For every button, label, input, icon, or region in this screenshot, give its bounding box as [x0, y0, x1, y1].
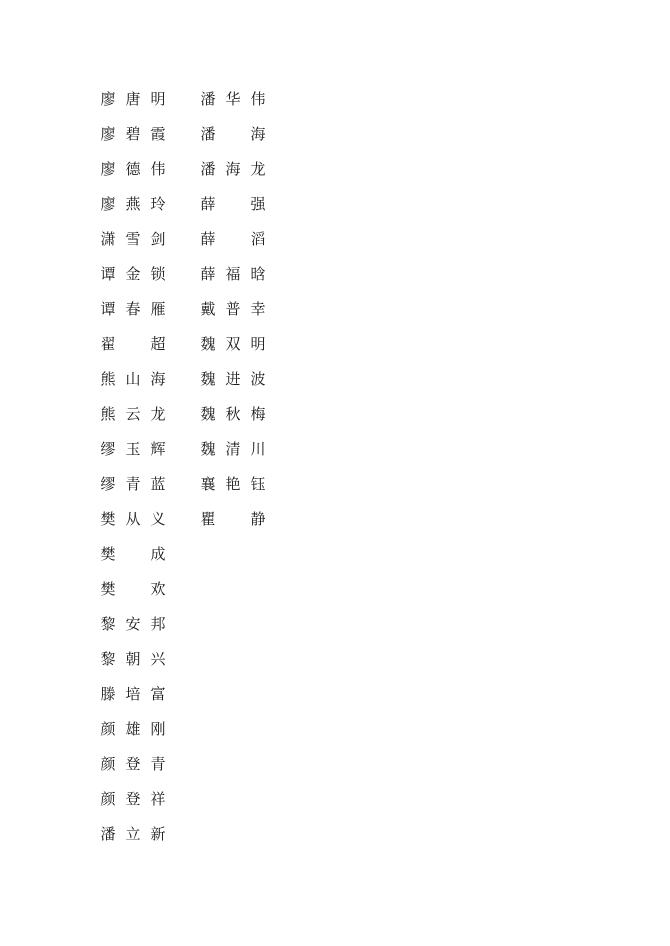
name-entry	[197, 223, 277, 258]
name-character: 雄	[125, 720, 141, 738]
name-character: 晗	[250, 265, 266, 283]
name-entry	[97, 83, 177, 118]
name-character: 滕	[100, 685, 116, 703]
name-character: 艳	[225, 475, 241, 493]
name-character: 强	[250, 195, 266, 213]
name-character: 朝	[125, 650, 141, 668]
name-entry	[197, 503, 277, 538]
name-entry	[97, 328, 177, 363]
name-entry	[197, 363, 277, 398]
name-character: 廖	[100, 90, 116, 108]
name-entry	[97, 643, 177, 678]
name-character: 潘	[100, 825, 116, 843]
name-character: 黎	[100, 650, 116, 668]
name-character: 樊	[100, 545, 116, 563]
name-character: 黎	[100, 615, 116, 633]
name-character: 廖	[100, 195, 116, 213]
name-character: 培	[125, 685, 141, 703]
name-character: 云	[125, 405, 141, 423]
name-character: 清	[225, 440, 241, 458]
name-character: 刚	[150, 720, 166, 738]
name-character: 明	[250, 335, 266, 353]
name-character: 熊	[100, 405, 116, 423]
name-character: 蓝	[150, 475, 166, 493]
name-column-left	[97, 83, 177, 853]
name-character: 燕	[125, 195, 141, 213]
name-character: 魏	[200, 335, 216, 353]
name-character: 进	[225, 370, 241, 388]
name-entry	[97, 783, 177, 818]
name-character: 邦	[150, 615, 166, 633]
name-character: 戴	[200, 300, 216, 318]
name-entry	[197, 328, 277, 363]
name-character: 樊	[100, 580, 116, 598]
name-entry	[97, 468, 177, 503]
name-character: 辉	[150, 440, 166, 458]
name-character: 青	[150, 755, 166, 773]
name-entry	[97, 608, 177, 643]
name-character: 超	[150, 335, 166, 353]
name-character: 龙	[150, 405, 166, 423]
name-character: 山	[125, 370, 141, 388]
name-character: 钰	[250, 475, 266, 493]
name-character: 普	[225, 300, 241, 318]
name-character: 伟	[250, 90, 266, 108]
name-character: 樊	[100, 510, 116, 528]
name-character: 金	[125, 265, 141, 283]
name-character: 兴	[150, 650, 166, 668]
name-character: 唐	[125, 90, 141, 108]
name-entry	[197, 188, 277, 223]
name-character: 静	[250, 510, 266, 528]
name-character: 梅	[250, 405, 266, 423]
name-character: 富	[150, 685, 166, 703]
name-character: 魏	[200, 405, 216, 423]
name-character: 翟	[100, 335, 116, 353]
name-character: 福	[225, 265, 241, 283]
name-entry	[97, 258, 177, 293]
name-entry	[97, 503, 177, 538]
name-character: 幸	[250, 300, 266, 318]
name-character: 魏	[200, 370, 216, 388]
name-character: 潘	[200, 90, 216, 108]
name-character: 成	[150, 545, 166, 563]
name-character: 碧	[125, 125, 141, 143]
name-character: 波	[250, 370, 266, 388]
name-character: 川	[250, 440, 266, 458]
name-entry	[197, 398, 277, 433]
name-character: 德	[125, 160, 141, 178]
name-character: 襄	[200, 475, 216, 493]
name-character: 谭	[100, 265, 116, 283]
name-character: 薛	[200, 230, 216, 248]
name-character: 立	[125, 825, 141, 843]
name-entry	[97, 678, 177, 713]
name-character: 薛	[200, 265, 216, 283]
name-entry	[97, 363, 177, 398]
name-entry	[197, 83, 277, 118]
name-entry	[97, 223, 177, 258]
name-character: 登	[125, 755, 141, 773]
name-character: 春	[125, 300, 141, 318]
name-column-right	[197, 83, 277, 538]
name-entry	[197, 118, 277, 153]
name-character: 廖	[100, 125, 116, 143]
name-character: 秋	[225, 405, 241, 423]
name-entry	[197, 258, 277, 293]
name-character: 瞿	[200, 510, 216, 528]
name-character: 雪	[125, 230, 141, 248]
name-entry	[197, 153, 277, 188]
name-character: 明	[150, 90, 166, 108]
name-character: 颜	[100, 720, 116, 738]
name-entry	[97, 748, 177, 783]
name-entry	[97, 433, 177, 468]
name-entry	[97, 293, 177, 328]
name-entry	[97, 538, 177, 573]
name-entry	[97, 118, 177, 153]
name-character: 缪	[100, 440, 116, 458]
name-character: 玲	[150, 195, 166, 213]
name-entry	[197, 433, 277, 468]
name-character: 潇	[100, 230, 116, 248]
name-character: 玉	[125, 440, 141, 458]
name-character: 伟	[150, 160, 166, 178]
name-character: 谭	[100, 300, 116, 318]
name-character: 锁	[150, 265, 166, 283]
name-character: 廖	[100, 160, 116, 178]
name-entry	[97, 713, 177, 748]
name-character: 颜	[100, 755, 116, 773]
name-character: 青	[125, 475, 141, 493]
name-character: 义	[150, 510, 166, 528]
name-entry	[97, 573, 177, 608]
name-character: 海	[250, 125, 266, 143]
name-character: 剑	[150, 230, 166, 248]
name-character: 从	[125, 510, 141, 528]
name-character: 缪	[100, 475, 116, 493]
name-character: 海	[225, 160, 241, 178]
name-entry	[197, 293, 277, 328]
name-character: 潘	[200, 160, 216, 178]
name-character: 薛	[200, 195, 216, 213]
name-character: 海	[150, 370, 166, 388]
name-entry	[97, 188, 177, 223]
name-character: 双	[225, 335, 241, 353]
name-character: 龙	[250, 160, 266, 178]
name-character: 登	[125, 790, 141, 808]
name-character: 欢	[150, 580, 166, 598]
name-character: 魏	[200, 440, 216, 458]
name-character: 新	[150, 825, 166, 843]
name-character: 雁	[150, 300, 166, 318]
name-entry	[197, 468, 277, 503]
name-character: 熊	[100, 370, 116, 388]
name-character: 滔	[250, 230, 266, 248]
name-entry	[97, 153, 177, 188]
name-character: 祥	[150, 790, 166, 808]
name-character: 潘	[200, 125, 216, 143]
name-character: 安	[125, 615, 141, 633]
name-entry	[97, 818, 177, 853]
name-character: 华	[225, 90, 241, 108]
name-character: 颜	[100, 790, 116, 808]
name-character: 霞	[150, 125, 166, 143]
name-entry	[97, 398, 177, 433]
